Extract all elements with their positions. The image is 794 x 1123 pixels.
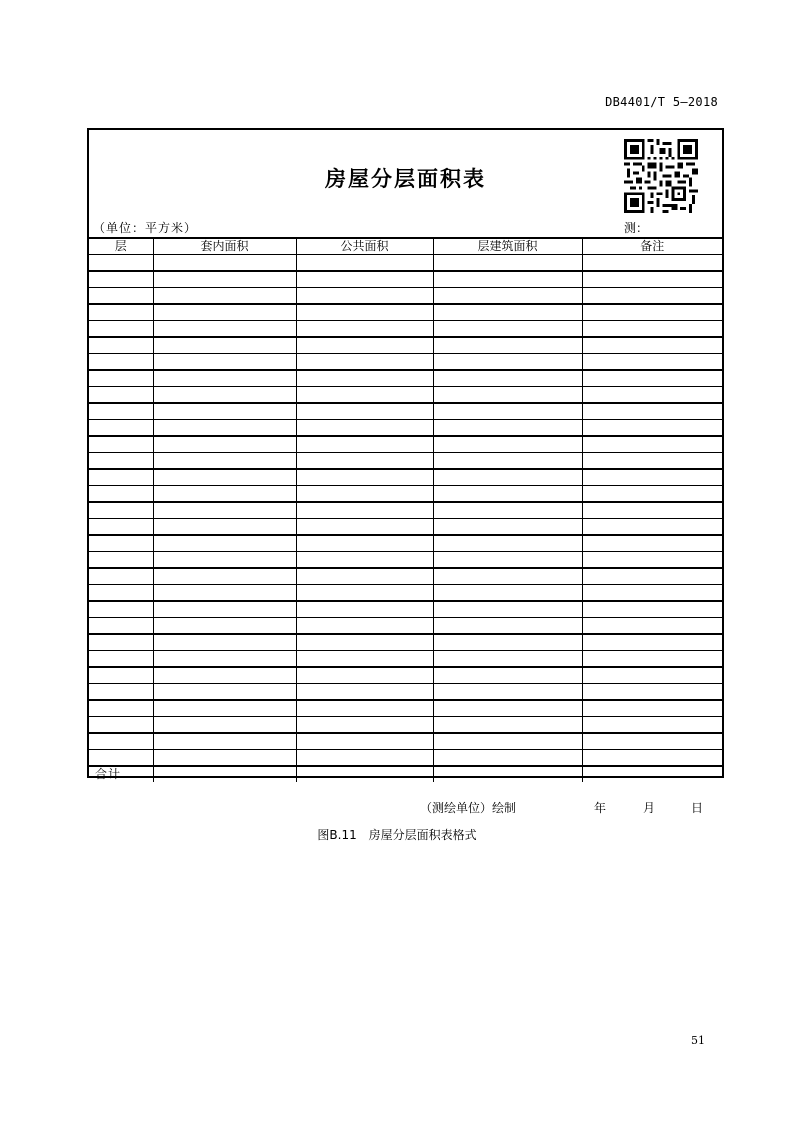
table-cell xyxy=(153,288,296,305)
table-cell xyxy=(89,453,153,470)
table-cell xyxy=(582,535,722,552)
standard-code: DB4401/T 5—2018 xyxy=(605,95,718,109)
table-cell xyxy=(153,667,296,684)
table-row xyxy=(89,634,722,651)
table-cell xyxy=(582,568,722,585)
table-cell xyxy=(582,519,722,536)
table-row xyxy=(89,552,722,569)
table-cell xyxy=(153,370,296,387)
table-cell xyxy=(296,552,433,569)
table-cell xyxy=(153,321,296,338)
table-cell xyxy=(89,552,153,569)
table-cell xyxy=(582,255,722,272)
form-title: 房屋分层面积表 xyxy=(325,167,486,191)
table-row xyxy=(89,700,722,717)
table-row xyxy=(89,420,722,437)
table-cell xyxy=(433,387,582,404)
table-row xyxy=(89,486,722,503)
table-row xyxy=(89,535,722,552)
table-cell xyxy=(89,667,153,684)
table-row xyxy=(89,271,722,288)
table-cell xyxy=(433,766,582,782)
table-cell xyxy=(433,750,582,767)
table-cell xyxy=(582,651,722,668)
table-cell xyxy=(433,618,582,635)
table-cell xyxy=(582,750,722,767)
table-cell xyxy=(89,436,153,453)
table-cell xyxy=(296,601,433,618)
table-cell xyxy=(296,288,433,305)
qr-code-icon xyxy=(624,139,698,213)
table-cell xyxy=(296,486,433,503)
table-cell xyxy=(89,304,153,321)
table-cell xyxy=(153,387,296,404)
table-cell xyxy=(433,255,582,272)
table-cell xyxy=(582,634,722,651)
table-cell xyxy=(153,750,296,767)
table-cell xyxy=(296,420,433,437)
table-cell xyxy=(296,766,433,782)
survey-org-label: （测绘单位）绘制 xyxy=(420,801,517,815)
table-row xyxy=(89,469,722,486)
table-row xyxy=(89,651,722,668)
table-cell xyxy=(296,403,433,420)
column-header-inner-area: 套内面积 xyxy=(153,238,296,255)
table-cell xyxy=(89,486,153,503)
table-cell xyxy=(89,684,153,701)
table-cell xyxy=(582,304,722,321)
table-cell xyxy=(153,354,296,371)
table-cell xyxy=(582,469,722,486)
table-cell xyxy=(153,535,296,552)
table-cell xyxy=(296,337,433,354)
table-cell xyxy=(153,502,296,519)
year-label: 年 xyxy=(594,801,607,815)
floor-area-table xyxy=(89,237,722,782)
table-cell xyxy=(296,271,433,288)
table-cell xyxy=(433,370,582,387)
table-cell xyxy=(433,354,582,371)
table-cell xyxy=(296,700,433,717)
table-cell xyxy=(153,618,296,635)
table-cell xyxy=(153,601,296,618)
table-cell xyxy=(296,568,433,585)
table-cell xyxy=(89,288,153,305)
table-cell xyxy=(433,552,582,569)
column-header-public-area: 公共面积 xyxy=(296,238,433,255)
table-cell xyxy=(89,420,153,437)
table-header-row xyxy=(89,238,722,255)
table-cell xyxy=(89,601,153,618)
table-row xyxy=(89,519,722,536)
table-cell xyxy=(433,469,582,486)
table-cell xyxy=(153,271,296,288)
table-cell xyxy=(582,667,722,684)
table-cell xyxy=(433,667,582,684)
table-cell xyxy=(89,370,153,387)
table-row xyxy=(89,733,722,750)
table-cell xyxy=(153,717,296,734)
table-cell xyxy=(433,733,582,750)
table-cell xyxy=(153,304,296,321)
table-cell xyxy=(89,354,153,371)
table-cell xyxy=(153,766,296,782)
table-row xyxy=(89,568,722,585)
table-cell xyxy=(153,255,296,272)
table-cell xyxy=(582,453,722,470)
table-cell xyxy=(582,486,722,503)
table-row xyxy=(89,387,722,404)
table-row xyxy=(89,288,722,305)
table-cell xyxy=(296,436,433,453)
table-cell xyxy=(89,585,153,602)
table-row xyxy=(89,667,722,684)
table-cell xyxy=(433,651,582,668)
table-row xyxy=(89,684,722,701)
table-cell xyxy=(296,618,433,635)
table-cell xyxy=(582,403,722,420)
table-row xyxy=(89,717,722,734)
figure-title: 房屋分层面积表格式 xyxy=(368,828,477,842)
table-cell xyxy=(582,700,722,717)
table-cell xyxy=(296,469,433,486)
table-cell xyxy=(89,717,153,734)
form-header xyxy=(89,130,722,237)
table-cell xyxy=(582,420,722,437)
table-cell xyxy=(153,684,296,701)
table-cell xyxy=(433,568,582,585)
table-cell xyxy=(582,684,722,701)
table-cell xyxy=(433,321,582,338)
table-cell xyxy=(296,717,433,734)
table-cell xyxy=(153,469,296,486)
figure-number: 图B.11 xyxy=(317,828,357,842)
table-cell xyxy=(296,750,433,767)
table-cell xyxy=(153,651,296,668)
table-cell xyxy=(433,304,582,321)
table-cell xyxy=(153,552,296,569)
table-cell xyxy=(89,519,153,536)
table-cell xyxy=(433,502,582,519)
table-cell xyxy=(89,733,153,750)
table-cell xyxy=(433,717,582,734)
survey-label: 测： xyxy=(624,221,649,235)
table-cell xyxy=(89,750,153,767)
column-header-remarks: 备注 xyxy=(582,238,722,255)
table-cell xyxy=(296,585,433,602)
table-row xyxy=(89,453,722,470)
total-label: 合计 xyxy=(89,766,153,782)
table-cell xyxy=(296,667,433,684)
table-cell xyxy=(89,618,153,635)
table-row xyxy=(89,502,722,519)
table-cell xyxy=(89,403,153,420)
table-row xyxy=(89,337,722,354)
table-cell xyxy=(89,700,153,717)
table-row xyxy=(89,354,722,371)
table-cell xyxy=(433,535,582,552)
table-cell xyxy=(296,387,433,404)
total-row xyxy=(89,766,722,782)
table-row xyxy=(89,618,722,635)
table-cell xyxy=(89,634,153,651)
table-cell xyxy=(153,634,296,651)
table-cell xyxy=(582,585,722,602)
table-cell xyxy=(433,337,582,354)
table-row xyxy=(89,585,722,602)
table-cell xyxy=(582,354,722,371)
table-cell xyxy=(153,337,296,354)
table-cell xyxy=(296,321,433,338)
table-cell xyxy=(582,601,722,618)
table-cell xyxy=(153,568,296,585)
table-cell xyxy=(153,403,296,420)
unit-label: （单位：平方米） xyxy=(93,221,198,235)
figure-caption xyxy=(0,826,794,843)
table-row xyxy=(89,436,722,453)
table-cell xyxy=(89,568,153,585)
table-cell xyxy=(433,634,582,651)
table-cell xyxy=(433,403,582,420)
table-cell xyxy=(296,634,433,651)
table-cell xyxy=(582,321,722,338)
table-cell xyxy=(433,288,582,305)
table-cell xyxy=(296,684,433,701)
table-cell xyxy=(433,684,582,701)
table-cell xyxy=(153,420,296,437)
column-header-floor-building-area: 层建筑面积 xyxy=(433,238,582,255)
table-cell xyxy=(153,486,296,503)
table-row xyxy=(89,304,722,321)
table-cell xyxy=(153,453,296,470)
table-row xyxy=(89,321,722,338)
table-row xyxy=(89,601,722,618)
table-cell xyxy=(153,436,296,453)
table-cell xyxy=(296,354,433,371)
table-cell xyxy=(296,502,433,519)
table-cell xyxy=(582,618,722,635)
table-cell xyxy=(582,370,722,387)
table-cell xyxy=(89,255,153,272)
table-cell xyxy=(89,387,153,404)
table-cell xyxy=(582,337,722,354)
table-cell xyxy=(296,304,433,321)
table-cell xyxy=(296,535,433,552)
table-cell xyxy=(296,453,433,470)
table-cell xyxy=(296,370,433,387)
table-cell xyxy=(582,766,722,782)
table-cell xyxy=(153,519,296,536)
table-cell xyxy=(582,717,722,734)
table-cell xyxy=(89,651,153,668)
table-cell xyxy=(296,733,433,750)
table-cell xyxy=(433,585,582,602)
table-row xyxy=(89,255,722,272)
table-cell xyxy=(582,288,722,305)
table-cell xyxy=(582,271,722,288)
form-frame xyxy=(87,128,724,781)
table-cell xyxy=(153,585,296,602)
table-cell xyxy=(433,519,582,536)
table-cell xyxy=(433,486,582,503)
table-cell xyxy=(89,321,153,338)
table-cell xyxy=(296,651,433,668)
table-cell xyxy=(433,601,582,618)
table-cell xyxy=(582,436,722,453)
table-cell xyxy=(582,552,722,569)
table-row xyxy=(89,403,722,420)
table-cell xyxy=(433,271,582,288)
table-cell xyxy=(89,535,153,552)
table-cell xyxy=(153,700,296,717)
table-cell xyxy=(89,469,153,486)
column-header-floor: 层 xyxy=(89,238,153,255)
table-cell xyxy=(582,502,722,519)
table-cell xyxy=(89,502,153,519)
table-row xyxy=(89,370,722,387)
table-cell xyxy=(433,420,582,437)
page-number: 51 xyxy=(691,1034,705,1047)
table-cell xyxy=(433,700,582,717)
table-cell xyxy=(296,519,433,536)
table-cell xyxy=(89,337,153,354)
table-row xyxy=(89,750,722,767)
table-cell xyxy=(296,255,433,272)
table-cell xyxy=(153,733,296,750)
table-cell xyxy=(433,436,582,453)
month-label: 月 xyxy=(643,801,656,815)
table-cell xyxy=(582,733,722,750)
table-cell xyxy=(89,271,153,288)
table-cell xyxy=(433,453,582,470)
day-label: 日 xyxy=(691,801,704,815)
table-cell xyxy=(582,387,722,404)
